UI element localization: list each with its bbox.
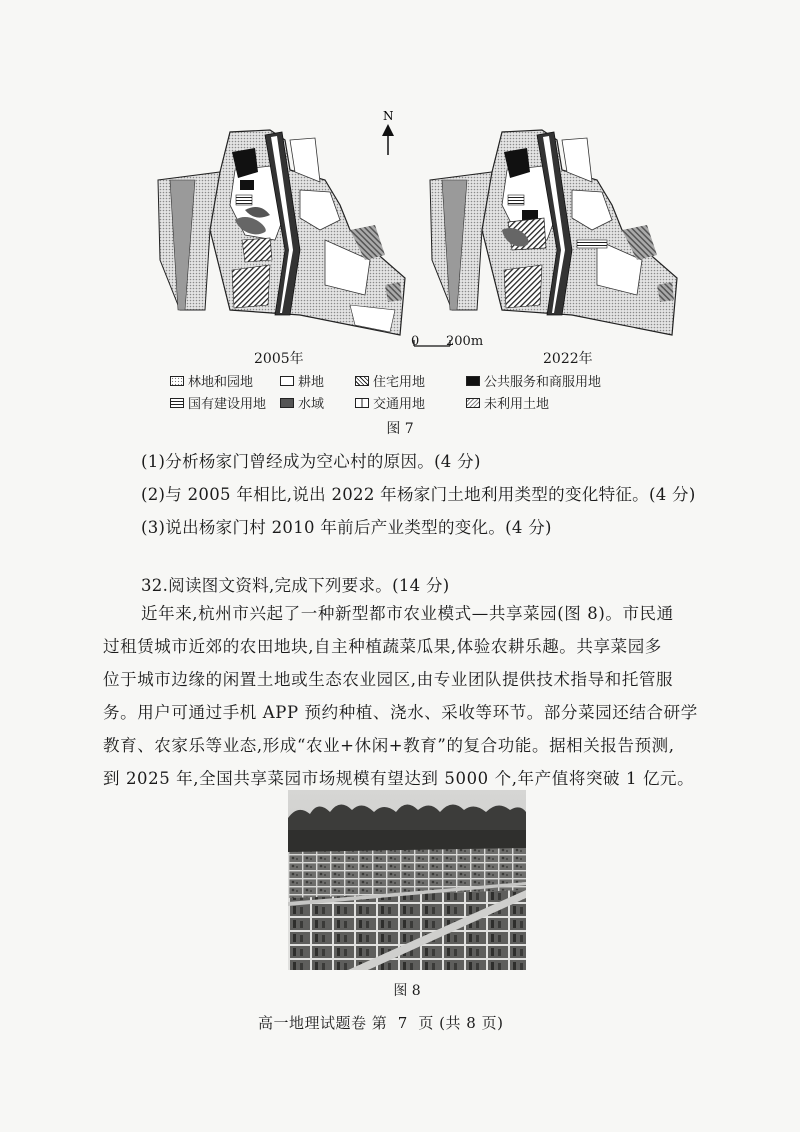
north-label: N — [383, 110, 394, 123]
page-footer: 高一地理试题卷 第 7 页 (共 8 页) — [258, 1014, 504, 1032]
q32-title: 32.阅读图文资料,完成下列要求。(14 分) — [141, 576, 450, 595]
legend-item-public: 公共服务和商服用地 — [466, 371, 601, 390]
year-label-2005: 2005年 — [254, 351, 304, 367]
traffic-swatch-icon — [355, 398, 369, 408]
scale-bar — [414, 340, 450, 346]
figure-8-caption: 图 8 — [393, 983, 421, 999]
map-2005 — [158, 130, 405, 335]
q32-line: 务。用户可通过手机 APP 预约种植、浇水、采收等环节。部分菜园还结合研学 — [103, 703, 698, 722]
legend-item-water: 水域 — [280, 393, 324, 412]
unused-land-swatch-icon — [466, 398, 480, 408]
water-swatch-icon — [280, 398, 294, 408]
question-1: (1)分析杨家门曾经成为空心村的原因。(4 分) — [141, 452, 481, 471]
legend-item-forest: 林地和园地 — [170, 371, 253, 390]
shared-garden-photo-svg — [288, 790, 526, 970]
legend-item-unused: 未利用土地 — [466, 393, 549, 412]
legend-item-residential: 住宅用地 — [355, 371, 425, 390]
q32-line: 位于城市边缘的闲置土地或生态农业园区,由专业团队提供技术指导和托管服 — [103, 670, 674, 689]
question-3: (3)说出杨家门村 2010 年前后产业类型的变化。(4 分) — [141, 518, 552, 537]
forest-swatch-icon — [170, 376, 184, 386]
public-service-swatch-icon — [466, 376, 480, 386]
legend-item-farm: 耕地 — [280, 371, 324, 390]
legend-item-state: 国有建设用地 — [170, 393, 266, 412]
q32-line: 近年来,杭州市兴起了一种新型都市农业模式—共享菜园(图 8)。市民通 — [141, 604, 674, 623]
state-construction-swatch-icon — [170, 398, 184, 408]
q32-line: 教育、农家乐等业态,形成“农业+休闲+教育”的复合功能。据相关报告预测, — [103, 736, 675, 755]
q32-paragraph — [103, 597, 723, 795]
figure-8-photo — [288, 790, 526, 970]
scale-label: 200m — [446, 334, 484, 349]
legend-item-traffic: 交通用地 — [355, 393, 425, 412]
residential-swatch-icon — [355, 376, 369, 386]
farmland-swatch-icon — [280, 376, 294, 386]
question-2: (2)与 2005 年相比,说出 2022 年杨家门土地利用类型的变化特征。(4 分) — [141, 485, 696, 504]
q32-line: 过租赁城市近郊的农田地块,自主种植蔬菜瓜果,体验农耕乐趣。共享菜园多 — [103, 637, 662, 656]
figure-7-caption: 图 7 — [386, 421, 414, 437]
map-2022 — [430, 130, 677, 335]
land-use-maps-svg — [150, 110, 710, 360]
scale-zero: 0 — [411, 334, 420, 349]
year-label-2022: 2022年 — [543, 351, 593, 367]
q32-line: 到 2025 年,全国共享菜园市场规模有望达到 5000 个,年产值将突破 1 亿元。 — [103, 769, 695, 788]
figure-7-maps — [150, 110, 710, 360]
north-arrow — [382, 124, 394, 155]
